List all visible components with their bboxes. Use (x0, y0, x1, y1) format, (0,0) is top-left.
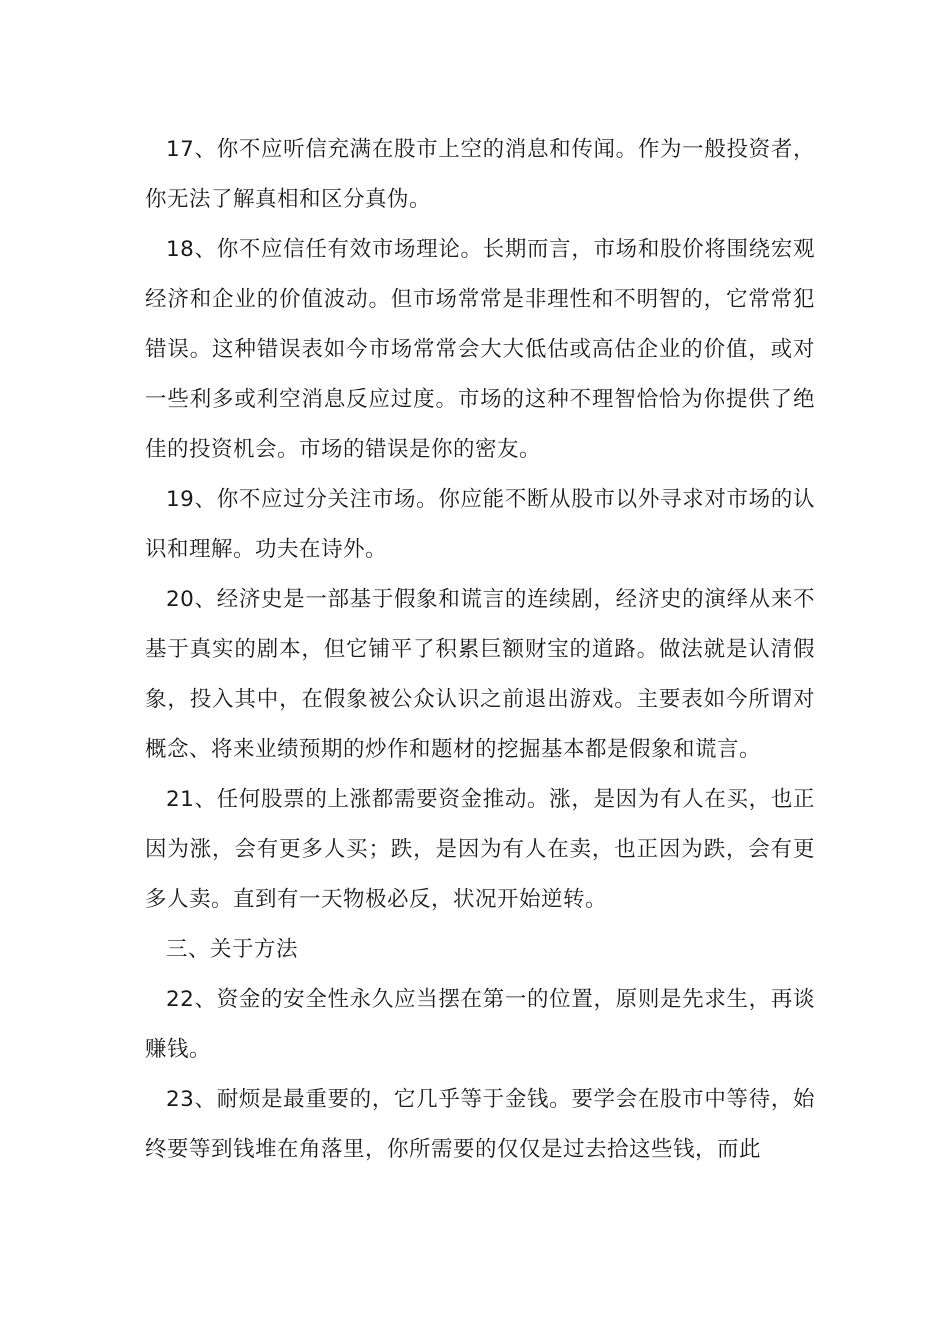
paragraph-18: 18、你不应信任有效市场理论。长期而言，市场和股价将围绕宏观经济和企业的价值波动。但市场常常是非理性和不明智的，它常常犯错误。这种错误表如今市场常常会大大低估或高估企业的价值，或对一些利多或利空消息反应过度。市场的这种不理智恰恰为你提供了绝佳的投资机会。市场的错误是你的密友。 (145, 237, 815, 462)
paragraph-22: 22、资金的安全性永久应当摆在第一的位置，原则是先求生，再谈赚钱。 (145, 987, 815, 1062)
document-body (145, 125, 815, 1175)
section-heading-methods: 三、关于方法 (166, 937, 299, 962)
paragraph-19: 19、你不应过分关注市场。你应能不断从股市以外寻求对市场的认识和理解。功夫在诗外。 (145, 487, 815, 562)
paragraph-20: 20、经济史是一部基于假象和谎言的连续剧，经济史的演绎从来不基于真实的剧本，但它铺平了积累巨额财宝的道路。做法就是认清假象，投入其中，在假象被公众认识之前退出游戏。主要表如今所谓对概念、将来业绩预期的炒作和题材的挖掘基本都是假象和谎言。 (145, 587, 815, 762)
paragraph-17: 17、你不应听信充满在股市上空的消息和传闻。作为一般投资者，你无法了解真相和区分真伪。 (145, 137, 815, 212)
paragraph-23: 23、耐烦是最重要的，它几乎等于金钱。要学会在股市中等待，始终要等到钱堆在角落里，你所需要的仅仅是过去拾这些钱，而此 (145, 1087, 815, 1162)
paragraph-21: 21、任何股票的上涨都需要资金推动。涨，是因为有人在买，也正因为涨，会有更多人买；跌，是因为有人在卖，也正因为跌，会有更多人卖。直到有一天物极必反，状况开始逆转。 (145, 787, 815, 912)
